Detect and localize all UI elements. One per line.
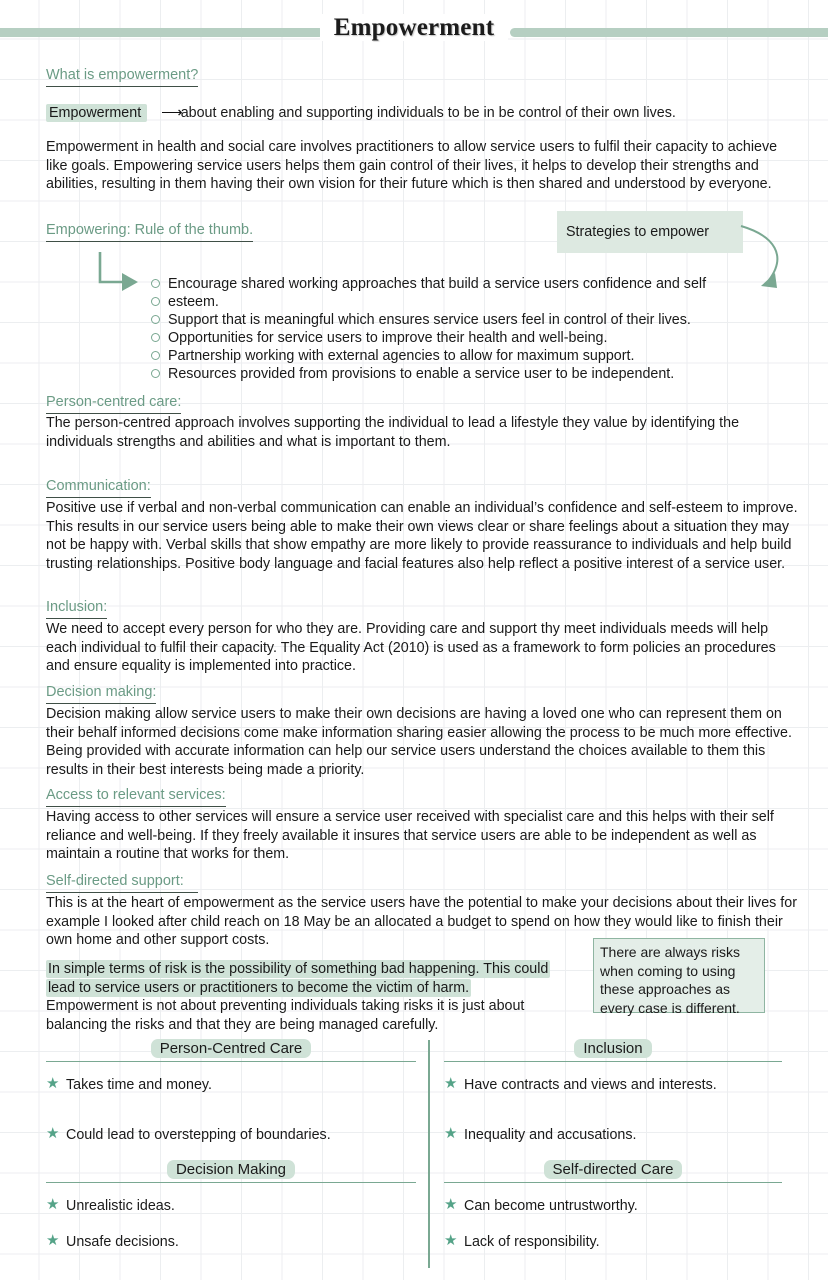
page-title: [0, 14, 828, 42]
star-icon: ★: [444, 1196, 458, 1213]
list-item: Encourage shared working approaches that build a service users confidence and self: [150, 275, 770, 293]
lead-definition-text: about enabling and supporting individuals to be in be control of their own lives.: [180, 105, 676, 121]
list-item: esteem.: [150, 293, 770, 311]
paragraph-person-centred-care: The person-centred approach involves supporting the individual to lead a lifestyle they value by identifying the individuals strengths and abilities and what is important to them.: [46, 415, 740, 450]
strategies-label: Strategies to empower: [566, 224, 710, 240]
paragraph-self-directed-support: This is at the heart of empowerment as the service users have the potential to make your decisions about their lives for example I looked after child reach on 18 May be an allocated a budget to spend on how they would like to finish their own home and other support costs.: [46, 895, 797, 949]
list-item-label: Takes time and money.: [66, 1077, 212, 1093]
list-item-label: Unsafe decisions.: [66, 1234, 179, 1250]
comparison-heading-decision-making: [46, 1161, 416, 1183]
comparison-heading-inclusion: [444, 1040, 782, 1062]
risk-plain-line-1: Empowerment is not about preventing individuals taking risks it is just about: [46, 998, 525, 1015]
strategies-bullet-list: [150, 275, 770, 384]
comparison-vertical-divider: [428, 1040, 430, 1268]
risk-highlight-line-1: In simple terms of risk is the possibility of something bad happening. This could: [48, 961, 549, 977]
paragraph-what-is-empowerment: Empowerment in health and social care involves practitioners to allow service users to fulfil their capacity to achieve like goals. Empowering service users helps them gain control of their lives, it helps to develop their strengths and abilities, resulting in them having their own vision for their future which is then shared and understood by everyone.: [46, 139, 778, 193]
heading-person-centred-care: Person-centred care:: [46, 394, 181, 414]
heading-self-directed-support: Self-directed support:: [46, 873, 198, 893]
list-item: Support that is meaningful which ensures service users feel in control of their lives.: [150, 311, 770, 329]
heading-inclusion: Inclusion:: [46, 599, 107, 619]
paragraph-access-to-relevant-services: Having access to other services will ensure a service user received with specialist care and this helps with their self reliance and well-being. If they freely available it insures that service users are able to be independent as well as maintain a routine that works for them.: [46, 809, 774, 863]
comparison-heading-label: Inclusion: [574, 1039, 651, 1058]
right-arrow-icon: ⟶: [161, 104, 181, 121]
paragraph-inclusion: We need to accept every person for who they are. Providing care and support thy meet individuals meeds will help each individual to fulfil their capacity. The Equality Act (2010) is used as a framework to form policies an procedures and ensure equality is implemented into practice.: [46, 621, 776, 675]
star-icon: ★: [46, 1232, 60, 1249]
risk-callout-text: There are always risks when coming to using these approaches as every case is different.: [600, 944, 741, 1016]
page-title-text: Empowerment: [320, 14, 509, 41]
star-icon: ★: [444, 1125, 458, 1142]
list-item-label: Can become untrustworthy.: [464, 1198, 638, 1214]
list-item-label: Unrealistic ideas.: [66, 1198, 175, 1214]
title-banner: [0, 14, 828, 50]
comparison-heading-label: Self-directed Care: [544, 1160, 683, 1179]
list-item: [444, 1126, 782, 1144]
comparison-list-self-directed-care: [444, 1197, 782, 1269]
risk-highlight-line-2: lead to service users or practitioners to become the victim of harm.: [48, 979, 470, 996]
strategies-to-empower-box: [557, 211, 743, 253]
risk-callout-box: [593, 938, 765, 1016]
star-icon: ★: [46, 1125, 60, 1142]
list-item: [444, 1197, 782, 1215]
star-icon: ★: [444, 1075, 458, 1092]
paragraph-decision-making: Decision making allow service users to make their own decisions are having a loved one who can represent them on their behalf informed decisions come make information sharing easier allowing the process to be much more effective. Being provided with accurate information can help our service users understand the choices available to them this results in their best interests being made a priority.: [46, 706, 792, 778]
paragraph-risk: [46, 960, 591, 1034]
heading-what-is-empowerment: What is empowerment?: [46, 67, 198, 87]
list-item-label: Inequality and accusations.: [464, 1127, 637, 1143]
list-item: [46, 1233, 416, 1251]
list-item: Partnership working with external agencies to allow for maximum support.: [150, 347, 770, 365]
comparison-list-decision-making: [46, 1197, 416, 1269]
lead-definition-line: [46, 104, 676, 122]
lead-term-highlight: Empowerment: [46, 104, 147, 122]
list-item: [444, 1233, 782, 1251]
list-item-label: Have contracts and views and interests.: [464, 1077, 717, 1093]
comparison-grid: [46, 1040, 782, 1268]
list-item: [46, 1197, 416, 1215]
list-item: Resources provided from provisions to enable a service user to be independent.: [150, 365, 770, 383]
star-icon: ★: [46, 1075, 60, 1092]
list-item-label: Lack of responsibility.: [464, 1234, 600, 1250]
list-item: [444, 1076, 782, 1094]
star-icon: ★: [444, 1232, 458, 1249]
list-item: [46, 1076, 416, 1094]
comparison-heading-person-centred-care: [46, 1040, 416, 1062]
comparison-heading-label: Decision Making: [167, 1160, 295, 1179]
comparison-heading-label: Person-Centred Care: [151, 1039, 312, 1058]
list-item: Opportunities for service users to improve their health and well-being.: [150, 329, 770, 347]
comparison-heading-self-directed-care: [444, 1161, 782, 1183]
paragraph-communication: Positive use if verbal and non-verbal communication can enable an individual’s confidence and self-esteem to improve. This results in our service users being able to make their own views clear or share feelings about a situation they may not be happy with. Verbal skills that show empathy are more likely to provide reassurance to individuals and help build trusting relationships. Positive body language and facial features also help reflect a positive interest of a service user.: [46, 500, 798, 572]
elbow-arrow-icon: [96, 250, 146, 298]
heading-decision-making: Decision making:: [46, 684, 156, 704]
risk-plain-line-2: balancing the risks and that they are being managed carefully.: [46, 1016, 439, 1033]
heading-rule-of-thumb: Empowering: Rule of the thumb.: [46, 222, 253, 242]
list-item-label: Could lead to overstepping of boundaries.: [66, 1127, 331, 1143]
heading-communication: Communication:: [46, 478, 151, 498]
star-icon: ★: [46, 1196, 60, 1213]
list-item: [46, 1126, 416, 1144]
heading-access-to-relevant-services: Access to relevant services:: [46, 787, 226, 807]
